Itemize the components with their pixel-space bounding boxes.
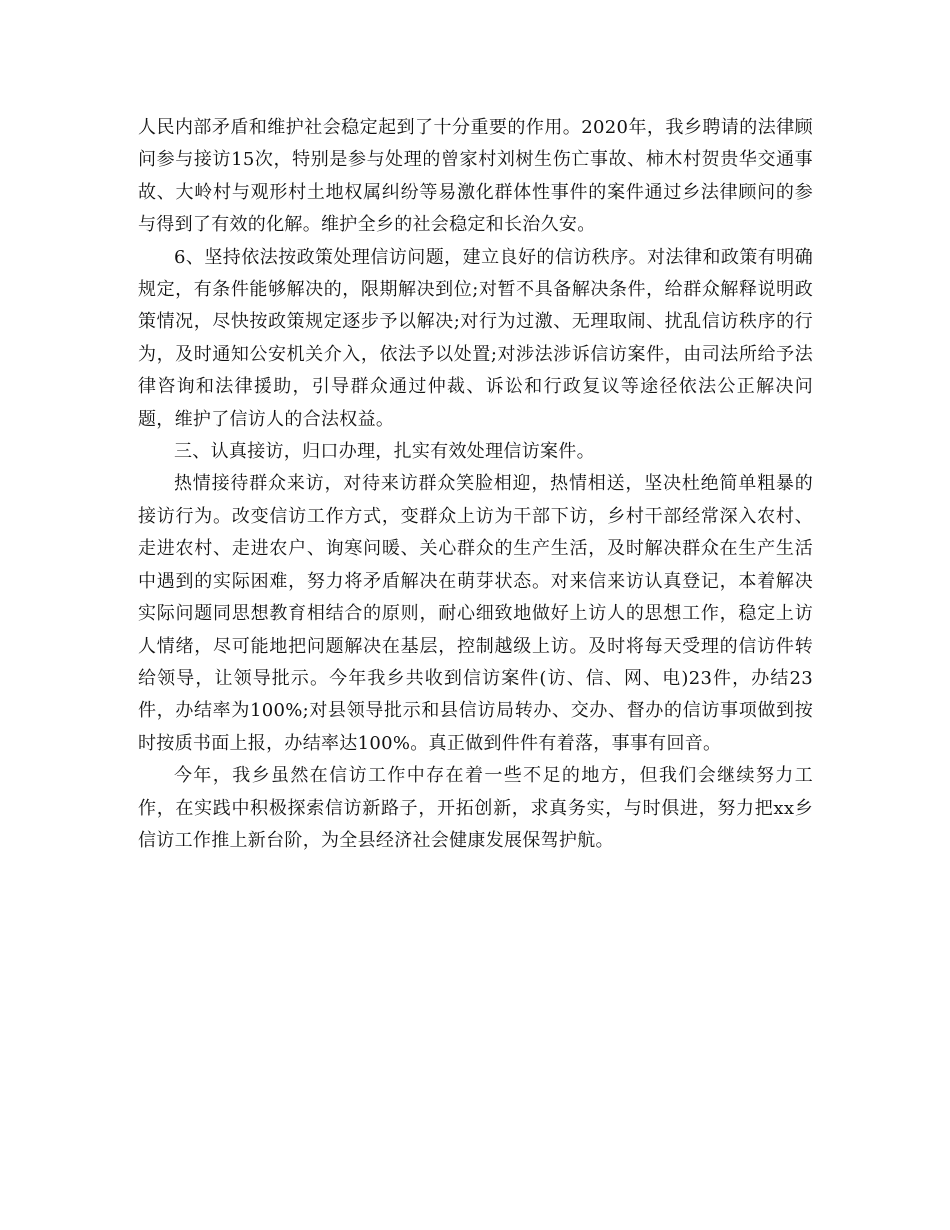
paragraph-4: 今年，我乡虽然在信访工作中存在着一些不足的地方，但我们会继续努力工作，在实践中积极探索信访新路子，开拓创新，求真务实，与时俱进，努力把xx乡信访工作推上新台阶，为全县经济社会健康发展保驾护航。 bbox=[138, 765, 813, 851]
paragraph-3: 热情接待群众来访，对待来访群众笑脸相迎，热情相送，坚决杜绝简单粗暴的接访行为。改变信访工作方式，变群众上访为干部下访，乡村干部经常深入农村、走进农村、走进农户、询寒问暖、关心群众的生产生活，及时解决群众在生产生活中遇到的实际困难，努力将矛盾解决在萌芽状态。对来信来访认真登记，本着解决实际问题同思想教育相结合的原则，耐心细致地做好上访人的思想工作，稳定上访人情绪，尽可能地把问题解决在基层，控制越级上访。及时将每天受理的信访件转给领导，让领导批示。今年我乡共收到信访案件(访、信、网、电)23件，办结23件，办结率为100%;对县领导批示和县信访局转办、交办、督办的信访事项做到按时按质书面上报，办结率达100%。真正做到件件有着落，事事有回音。 bbox=[138, 473, 813, 754]
paragraph-2: 6、坚持依法按政策处理信访问题，建立良好的信访秩序。对法律和政策有明确规定，有条件能够解决的，限期解决到位;对暂不具备解决条件，给群众解释说明政策情况，尽快按政策规定逐步予以解决;对行为过激、无理取闹、扰乱信访秩序的行为，及时通知公安机关介入，依法予以处置;对涉法涉诉信访案件，由司法所给予法律咨询和法律援助，引导群众通过仲裁、诉讼和行政复议等途径依法公正解决问题，维护了信访人的合法权益。 bbox=[138, 246, 813, 430]
paragraph-1: 人民内部矛盾和维护社会稳定起到了十分重要的作用。2020年，我乡聘请的法律顾问参与接访15次，特别是参与处理的曾家村刘树生伤亡事故、柿木村贺贵华交通事故、大岭村与观形村土地权属纠纷等易激化群体性事件的案件通过乡法律顾问的参与得到了有效的化解。维护全乡的社会稳定和长治久安。 bbox=[138, 117, 813, 236]
section-heading: 三、认真接访，归口办理，扎实有效处理信访案件。 bbox=[174, 441, 595, 463]
document-body bbox=[138, 112, 813, 857]
